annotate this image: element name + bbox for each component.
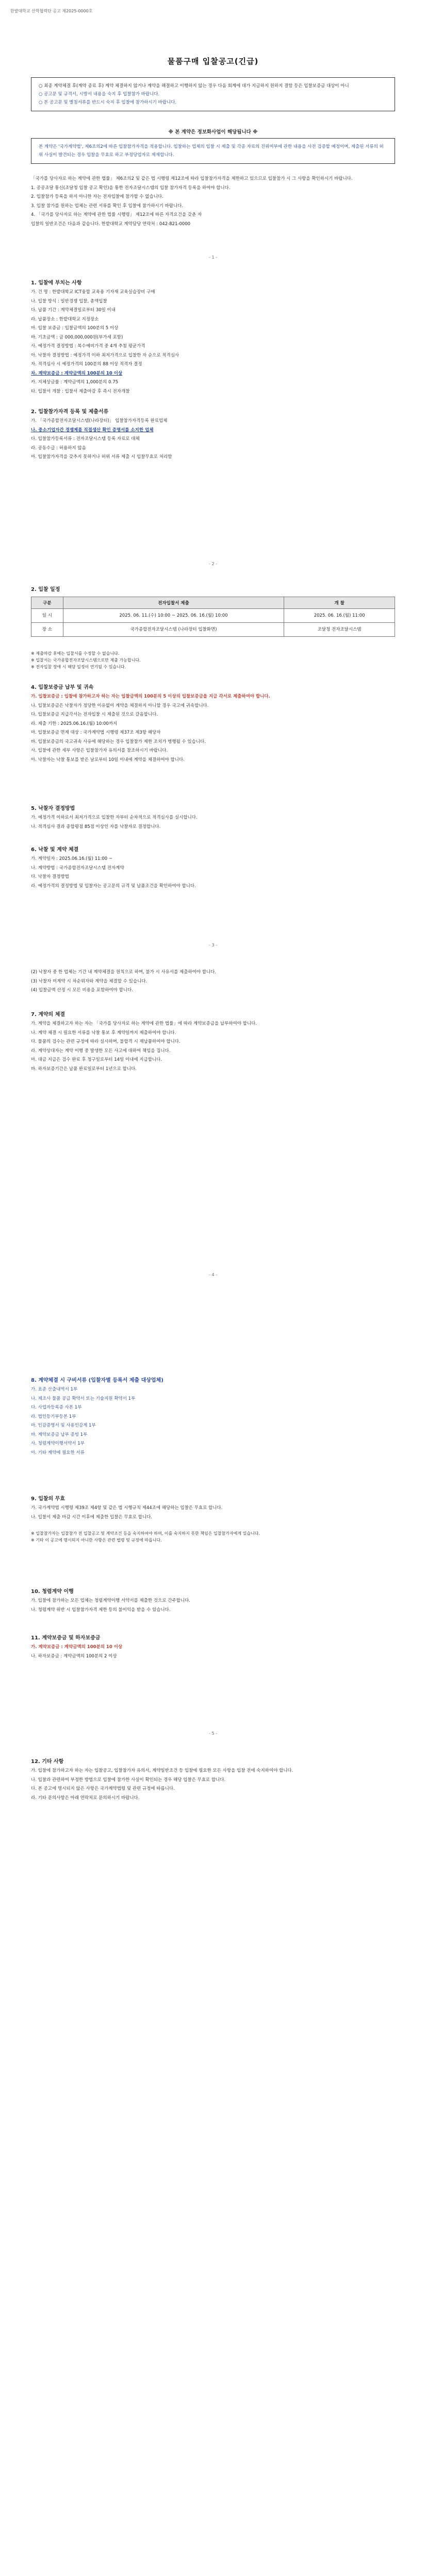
- section-item: 나. 중소기업자간 경쟁제품 직접생산 확인 증명서를 소지한 업체: [31, 427, 154, 433]
- section-6-title: 6. 낙찰 및 계약 체결: [31, 847, 79, 853]
- body-paragraph: 「국가를 당사자로 하는 계약에 관한 법률」 제6조의2 및 같은 법 시행령 제12조에 따라 입찰참가자격을 제한하고 있으므로 입찰참가 시 그 사항을 확인하시기 바랍니다.: [31, 176, 353, 181]
- intro-line: ○ 최종 계약체결 후(계약 종료 후) 계약 체결하지 않거나 계약을 해결하고 이행하지 않는 경우 다음 회계에 대가 지급하지 원하지 결함 등은 입찰보증금 대상이 아니: [39, 83, 349, 89]
- section-item: 라. 공동수급 : 허용하지 않음: [31, 445, 86, 451]
- section-item: 라. 제출 기한 : 2025.06.16.(월) 10:00까지: [31, 721, 118, 726]
- page-number: - 5 -: [209, 1731, 217, 1736]
- notice-box: [31, 138, 395, 164]
- section-3-title: 2. 입찰 일정: [31, 587, 60, 592]
- section-item: 나. 하자보증금 : 계약금액의 100분의 2 이상: [31, 1653, 117, 1659]
- top-note: 한밭대학교 산학협력단 공고 제2025-0000호: [10, 9, 93, 13]
- section-item: 나. 적격심사 결과 종합평점 85점 이상인 자를 낙찰자로 결정합니다.: [31, 824, 161, 829]
- section-item: 사. 입찰에 관한 세부 사항은 입찰참가자 유의서를 참조하시기 바랍니다.: [31, 748, 168, 753]
- section-item: 가. 표준 산출내역서 1부: [31, 1387, 78, 1392]
- section-item: (2) 낙찰자 중 한 업체는 기간 내 계약체결을 원칙으로 하며, 불가 시 사유서를 제출하여야 합니다.: [31, 970, 217, 975]
- table-header: 구분: [31, 597, 63, 609]
- section-item: 타. 입찰서 개찰 : 입찰서 제출마감 후 즉시 전자개찰: [31, 388, 130, 394]
- section-item: 마. 입찰보증금 면제 대상 : 국가계약법 시행령 제37조 제3항 해당자: [31, 730, 161, 735]
- section-item: 나. 계약 체결 시 필요한 서류를 낙찰 통보 후 계약일까지 제출하여야 합니다.: [31, 1030, 176, 1036]
- notice-title: ※ 본 계약은 정보화사업이 해당됩니다 ※: [168, 129, 258, 135]
- section-item: 바. 입찰보증금의 국고귀속 사유에 해당하는 경우 입찰참가 제한 조치가 병행될 수 있습니다.: [31, 739, 206, 744]
- section-item: 가. 계약보증금 : 계약금액의 100분의 10 이상: [31, 1645, 123, 1650]
- section-item: 바. 하자보증기간은 납품 완료일로부터 1년으로 합니다.: [31, 1066, 137, 1072]
- page-number: - 4 -: [209, 1273, 217, 1277]
- note-line: ※ 입찰서는 국가종합전자조달시스템으로만 제출 가능합니다.: [31, 658, 141, 663]
- body-paragraphs: [31, 175, 395, 229]
- section-item: 마. 인감증명서 및 사용인감계 1부: [31, 1423, 96, 1428]
- section-item: 나. 입찰서 제출 마감 시간 이후에 제출한 입찰은 무효로 합니다.: [31, 1514, 152, 1520]
- section-item: 가. 국가계약법 시행령 제39조 제4항 및 같은 법 시행규칙 제44조에 해당하는 입찰은 무효로 합니다.: [31, 1505, 223, 1511]
- section-item: 마. 입찰 보증금 : 입찰금액의 100분의 5 이상: [31, 326, 119, 331]
- section-11-title: 11. 계약보증금 및 하자보증금: [31, 1635, 101, 1641]
- intro-box: [31, 77, 395, 111]
- note-line: ※ 기타 이 공고에 명시되지 아니한 사항은 관련 법령 및 규정에 따릅니다.: [31, 1538, 162, 1543]
- section-item: 마. 입찰참가자격을 갖추지 못하거나 허위 서류 제출 시 입찰무효로 처리함: [31, 454, 172, 460]
- section-item: 차. 계약보증금 : 계약금액의 100분의 10 이상: [31, 370, 123, 376]
- section-item: 다. 납품 기간 : 계약체결일로부터 30일 이내: [31, 308, 116, 313]
- section-10-body: [31, 1597, 395, 1615]
- section-item: 라. 예정가격의 결정방법 및 입찰자는 공고문의 규격 및 납품조건을 확인하여야 합니다.: [31, 883, 196, 889]
- section-item: 가. 「국가종합전자조달시스템(나라장터)」 입찰참가자격등록 완료업체: [31, 418, 168, 423]
- table-header-row: [31, 597, 395, 609]
- section-5-title: 5. 낙찰자 결정방법: [31, 806, 75, 811]
- section-12-title: 12. 기타 사항: [31, 1759, 64, 1765]
- section-item: 가. 계약을 체결하고자 하는 자는 「국가를 당사자로 하는 계약에 관한 법률」에 따라 계약보증금을 납부하여야 합니다.: [31, 1021, 257, 1026]
- section-item: (4) 입찰금액 산정 시 모든 비용을 포함하여야 합니다.: [31, 988, 133, 993]
- body-paragraph: 3. 입찰 참가를 원하는 업체는 관련 서류를 확인 후 입찰에 참가하시기 바랍니다.: [31, 203, 184, 209]
- table-row: [31, 623, 395, 637]
- table-cell: 장 소: [31, 623, 63, 637]
- section-5-body: [31, 814, 395, 832]
- section-item: 라. 법인등기부등본 1부: [31, 1414, 76, 1419]
- section-7-body: [31, 1020, 395, 1074]
- section-item: 마. 대금 지급은 검수 완료 후 청구일로부터 14일 이내에 지급합니다.: [31, 1057, 162, 1062]
- section-1-body: [31, 289, 395, 397]
- section-item: 바. 기초금액 : 금 000,000,000원(부가세 포함): [31, 334, 123, 340]
- page-number: - 3 -: [209, 943, 217, 947]
- section-9-body: [31, 1504, 395, 1522]
- section-10-title: 10. 청렴계약 이행: [31, 1589, 74, 1595]
- section-item: 나. 제조사 물품 공급 확약서 또는 기술지원 확약서 1부: [31, 1396, 136, 1401]
- section-item: 사. 예정가격 결정방법 : 복수예비가격 중 4개 추첨 평균가격: [31, 344, 145, 349]
- table-cell: 일 시: [31, 609, 63, 623]
- section-2-body: [31, 417, 395, 463]
- page-number: - 2 -: [209, 562, 217, 566]
- section-item: 나. 입찰 방식 : 일반경쟁 입찰, 총액입찰: [31, 298, 107, 304]
- note-line: ※ 입찰참가자는 입찰참가 전 입찰공고 및 계약조건 등을 숙지하여야 하며, 이를 숙지하지 못한 책임은 입찰참가자에게 있습니다.: [31, 1531, 260, 1536]
- section-item: 다. 낙찰자 결정방법: [31, 874, 69, 879]
- intro-line: ○ 본 공고문 및 별첨서류를 반드시 숙지 후 입찰에 참가하시기 바랍니다.: [39, 100, 177, 105]
- body-paragraph: 4. 「국가를 당사자로 하는 계약에 관한 법률 시행령」 제12조에 따른 자격요건을 갖춘 자: [31, 212, 202, 217]
- section-item: 카. 지체상금률 : 계약금액의 1,000분의 0.75: [31, 380, 119, 385]
- section-item: 라. 납품장소 : 한밭대학교 지정장소: [31, 316, 99, 322]
- section-item: 나. 입찰과 관련하여 부정한 방법으로 입찰에 참가한 사실이 확인되는 경우 해당 입찰은 무효로 합니다.: [31, 1777, 226, 1783]
- section-item: 다. 본 공고에 명시되지 않은 사항은 국가계약법령 및 관련 규정에 따릅니다.: [31, 1786, 175, 1791]
- section-item: 가. 계약일자 : 2025.06.16.(월) 11:00 ~: [31, 856, 112, 861]
- section-item: 아. 낙찰자 결정방법 : 예정가격 이하 최저가격으로 입찰한 자 순으로 적격심사: [31, 352, 179, 358]
- intro-line: ○ 공고문 및 규격서, 시방서 내용을 숙지 후 입찰참가 바랍니다.: [39, 92, 160, 97]
- section-7-intro: [31, 969, 395, 996]
- section-item: 다. 물품의 검수는 관련 규정에 따라 실시하며, 불합격 시 재납품하여야 합니다.: [31, 1039, 181, 1044]
- section-item: 아. 낙찰자는 낙찰 통보를 받은 날로부터 10일 이내에 계약을 체결하여야 합니다.: [31, 757, 185, 762]
- section-item: 다. 입찰참가등록서류 : 전자조달시스템 등록 자료로 대체: [31, 436, 140, 442]
- section-item: 다. 사업자등록증 사본 1부: [31, 1405, 82, 1410]
- section-item: 아. 기타 계약에 필요한 서류: [31, 1450, 85, 1455]
- table-cell: 2025. 06. 11.(수) 10:00 ~ 2025. 06. 16.(월) 10:00: [63, 609, 284, 623]
- section-item: 나. 청렴계약 위반 시 입찰참가자격 제한 등의 불이익을 받을 수 있습니다.: [31, 1607, 171, 1613]
- section-item: 가. 입찰보증금 : 입찰에 참가하고자 하는 자는 입찰금액의 100분의 5 이상의 입찰보증금을 지급 각서로 제출하여야 합니다.: [31, 694, 270, 699]
- table-cell: 국가종합전자조달시스템 (나라장터 입찰화면): [63, 623, 284, 637]
- section-4-title: 4. 입찰보증금 납부 및 귀속: [31, 685, 94, 690]
- page-number: - 1 -: [209, 255, 217, 260]
- section-1-title: 1. 입찰에 부치는 사항: [31, 280, 82, 286]
- section-6-body: [31, 855, 395, 891]
- section-item: 가. 예정가격 이하로서 최저가격으로 입찰한 자부터 순차적으로 적격심사를 실시합니다.: [31, 815, 198, 820]
- section-item: 나. 입찰보증금은 낙찰자가 정당한 이유없이 계약을 체결하지 아니할 경우 국고에 귀속합니다.: [31, 703, 209, 708]
- body-paragraph: 2. 입찰참가 등록을 하지 아니한 자는 전자입찰에 참가할 수 없습니다.: [31, 194, 163, 199]
- section-item: 가. 입찰에 참가하는 모든 업체는 청렴계약이행 서약서를 제출한 것으로 간주합니다.: [31, 1598, 190, 1603]
- section-item: 라. 계약상대자는 계약 이행 중 발생한 모든 사고에 대하여 책임을 집니다.: [31, 1048, 171, 1054]
- notice-line: 본 계약은 '국가계약법', 제6조의2에 따른 입찰참가자격을 적용합니다. 입찰하는 업체의 입찰 시 제출 및 각종 자료의 진위여부에 관한 내용을 사전 검증할 예정이며, 제출된 서류의 허위 사실이 발견되는 경우 입찰을 무효로 하고 부정당업자로 제재합니다.: [39, 144, 384, 158]
- section-2-title: 2. 입찰참가자격 등록 및 제출서류: [31, 409, 109, 415]
- table-cell: 조달청 전자조달시스템: [284, 623, 395, 637]
- table-header: 개 찰: [284, 597, 395, 609]
- section-12-body: [31, 1767, 395, 1803]
- note-line: ※ 전자입찰 장애 시 해당 일정이 연기될 수 있습니다.: [31, 665, 126, 669]
- section-item: (3) 낙찰자 미계약 시 차순위자와 계약을 체결할 수 있습니다.: [31, 978, 148, 984]
- section-item: 나. 계약방법 : 국가종합전자조달시스템 전자계약: [31, 865, 124, 871]
- section-item: 라. 기타 문의사항은 아래 연락처로 문의하시기 바랍니다.: [31, 1795, 140, 1801]
- section-8-title: 8. 계약체결 시 구비서류 (입찰자별 등록서 제출 대상업체): [31, 1378, 163, 1383]
- body-paragraph: 1. 공공조달 통신(조달청 입찰 공고 확인)을 통한 전자조달시스템의 입찰 참가자격 등록을 하여야 합니다.: [31, 185, 231, 191]
- section-7-title: 7. 계약의 체결: [31, 1012, 65, 1018]
- section-8-body: [31, 1386, 395, 1458]
- schedule-table: [31, 597, 395, 637]
- section-9-notes: [31, 1530, 395, 1544]
- page-title: 물품구매 입찰공고(긴급): [167, 57, 259, 66]
- section-item: 바. 계약보증금 납부 증빙 1부: [31, 1432, 88, 1437]
- section-item: 가. 건 명 : 한밭대학교 ICT융합 교육용 기자재 교육실습장비 구매: [31, 290, 155, 295]
- note-line: ※ 제출마감 후에는 입찰서를 수정할 수 없습니다.: [31, 651, 120, 656]
- section-item: 사. 청렴계약이행서약서 1부: [31, 1441, 85, 1446]
- schedule-notes: [31, 650, 395, 670]
- section-9-title: 9. 입찰의 무효: [31, 1496, 65, 1502]
- table-row: [31, 609, 395, 623]
- section-4-body: [31, 693, 395, 765]
- table-header: 전자입찰서 제출: [63, 597, 284, 609]
- notice-contact: 입찰의 일반조건은 다음과 같습니다. 한밭대학교 계약담당 연락처 : 042-821-0000: [31, 221, 191, 227]
- section-11-body: [31, 1643, 395, 1662]
- section-item: 가. 입찰에 참가하고자 하는 자는 입찰공고, 입찰참가자 유의서, 계약일반조건 등 입찰에 필요한 모든 사항을 입찰 전에 숙지하여야 합니다.: [31, 1768, 293, 1773]
- section-item: 다. 입찰보증금 지급각서는 전자입찰 시 제출된 것으로 갈음합니다.: [31, 712, 158, 717]
- section-item: 자. 적격심사 시 예정가격의 100분의 88 이상 적격자 결정: [31, 362, 142, 367]
- table-cell: 2025. 06. 16.(월) 11:00: [284, 609, 395, 623]
